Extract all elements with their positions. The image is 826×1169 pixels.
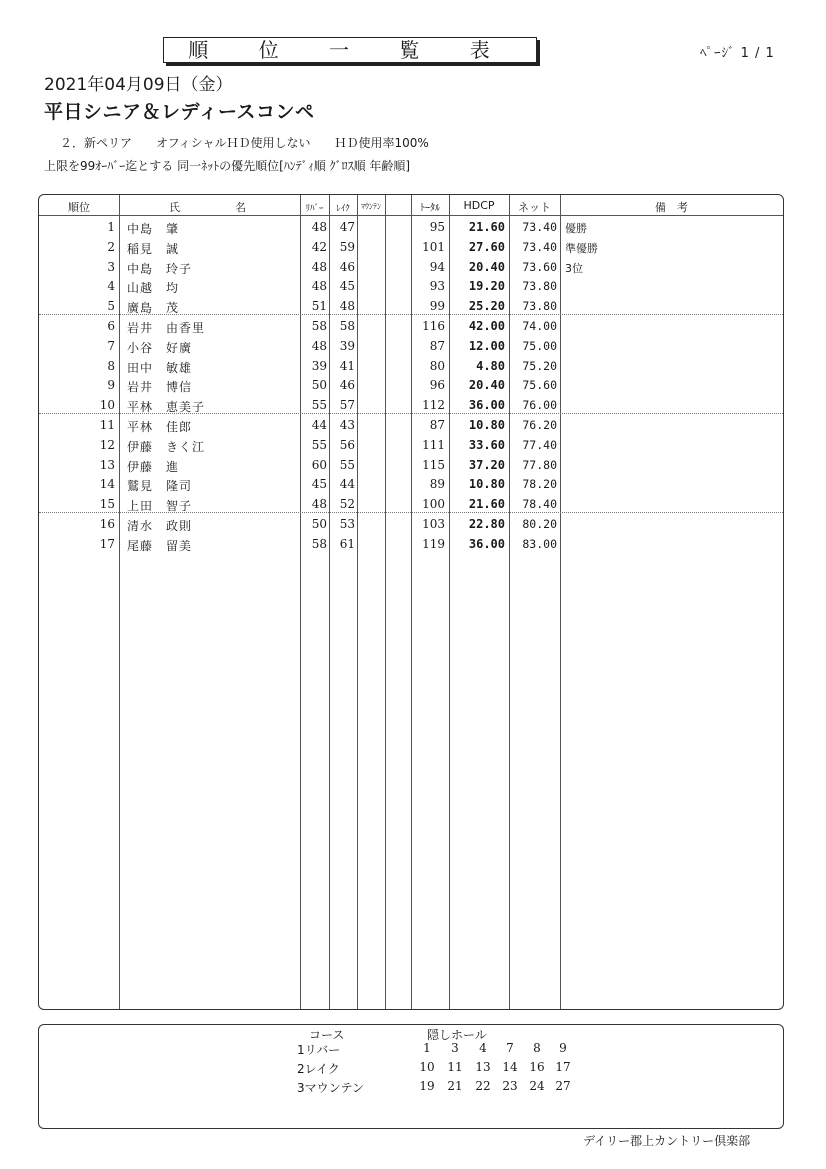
cell-total: 101: [422, 239, 445, 254]
cell-total: 100: [422, 497, 445, 512]
cell-rank: 1: [107, 220, 115, 234]
hidden-hole-number: 17: [555, 1060, 571, 1074]
table-row: [39, 296, 783, 316]
cell-river: 45: [311, 477, 327, 492]
cell-name: 山越 均: [127, 281, 180, 296]
cell-rank: 6: [107, 319, 115, 333]
cell-net: 80.20: [522, 517, 557, 531]
cell-net: 74.00: [522, 319, 557, 333]
table-row: [39, 415, 783, 435]
cell-hdcp: 25.20: [468, 299, 505, 314]
table-row: [39, 257, 783, 277]
cell-name: 田中 敏雄: [127, 360, 193, 375]
cell-rank: 9: [107, 378, 115, 393]
cell-name: 平林 恵美子: [127, 400, 206, 415]
table-row: [39, 474, 783, 494]
cell-rank: 2: [107, 239, 115, 254]
cell-hdcp: 27.60: [468, 239, 505, 254]
hidden-hole-number: 3: [451, 1041, 459, 1055]
hidden-hole-number: 11: [447, 1060, 463, 1074]
cell-name: 尾藤 留美: [127, 538, 193, 553]
cell-hdcp: 21.60: [468, 497, 505, 512]
cell-lake: 41: [339, 358, 355, 373]
hidden-hole-number: 22: [475, 1079, 491, 1093]
cell-name: 小谷 好廣: [127, 340, 193, 355]
col-remarks: 備 考: [655, 201, 688, 214]
cell-net: 73.60: [522, 259, 557, 274]
cell-rank: 12: [99, 437, 115, 452]
cell-river: 42: [311, 239, 327, 254]
table-row: [39, 534, 783, 554]
cell-lake: 53: [339, 517, 355, 531]
cell-lake: 48: [339, 299, 355, 314]
cell-remark: 準優勝: [565, 241, 598, 255]
table-row: [39, 395, 783, 415]
cell-total: 94: [429, 259, 445, 274]
cell-lake: 61: [339, 536, 355, 551]
cell-hdcp: 20.40: [468, 378, 505, 393]
cell-total: 93: [429, 279, 445, 294]
cell-lake: 46: [339, 259, 355, 274]
hidden-hole-number: 13: [475, 1060, 491, 1074]
cell-river: 50: [311, 517, 327, 531]
page-title: 順 位 一 覧 表: [163, 37, 537, 63]
cell-remark: 3位: [565, 261, 583, 275]
table-row: [39, 435, 783, 455]
cell-lake: 44: [339, 477, 355, 492]
course-name: 1リバー: [297, 1043, 341, 1057]
cell-rank: 3: [107, 259, 115, 274]
cell-rank: 13: [99, 457, 115, 472]
cell-total: 96: [429, 378, 445, 393]
cell-net: 77.40: [522, 437, 557, 452]
cell-total: 112: [422, 398, 445, 413]
cell-rank: 17: [99, 536, 115, 551]
cell-hdcp: 19.20: [468, 279, 505, 294]
cell-name: 中島 玲子: [127, 261, 193, 276]
course-name: 2レイク: [297, 1062, 340, 1076]
cell-hdcp: 33.60: [468, 437, 505, 452]
cell-hdcp: 36.00: [468, 398, 505, 413]
cell-river: 60: [311, 457, 327, 472]
cell-name: 平林 佳郎: [127, 420, 193, 434]
table-row: [39, 237, 783, 257]
hidden-hole-number: 27: [555, 1079, 571, 1093]
cell-lake: 46: [339, 378, 355, 393]
hidden-hole-number: 1: [423, 1041, 431, 1055]
cell-lake: 55: [339, 457, 355, 472]
cell-hdcp: 37.20: [468, 457, 505, 472]
col-rank: 順位: [68, 201, 90, 214]
cell-lake: 52: [339, 497, 355, 512]
cell-hdcp: 10.80: [468, 418, 505, 432]
cell-hdcp: 42.00: [468, 319, 505, 333]
results-table: [38, 194, 784, 1010]
cell-net: 75.60: [522, 378, 557, 393]
col-net: ネット: [518, 201, 551, 214]
cell-total: 116: [422, 319, 445, 333]
cell-rank: 11: [99, 418, 115, 432]
hidden-holes-box: [38, 1024, 784, 1129]
cell-name: 清水 政則: [127, 519, 193, 533]
table-row: [39, 217, 783, 237]
cell-remark: 優勝: [565, 222, 587, 235]
cell-net: 73.40: [522, 239, 557, 254]
cell-rank: 5: [107, 299, 115, 314]
cell-net: 78.40: [522, 497, 557, 512]
cell-hdcp: 20.40: [468, 259, 505, 274]
cell-hdcp: 36.00: [468, 536, 505, 551]
cell-river: 55: [311, 398, 327, 413]
table-row: [39, 276, 783, 296]
hidden-hole-number: 23: [502, 1079, 518, 1093]
cell-net: 83.00: [522, 536, 557, 551]
cell-net: 76.00: [522, 398, 557, 413]
cell-hdcp: 12.00: [468, 338, 505, 353]
cell-net: 78.20: [522, 477, 557, 492]
hidden-hole-number: 19: [419, 1079, 435, 1093]
table-row: [39, 336, 783, 356]
col-hdcp: HDCP: [463, 199, 495, 212]
cell-total: 115: [422, 457, 445, 472]
col-lake: ﾚｲｸ: [336, 204, 350, 214]
cell-river: 58: [311, 319, 327, 333]
cell-lake: 57: [339, 398, 355, 413]
cell-rank: 4: [107, 279, 115, 294]
cell-rank: 15: [99, 497, 115, 512]
course-name: 3マウンテン: [297, 1081, 365, 1095]
club-name: デイリー郡上カントリー倶楽部: [583, 1134, 751, 1148]
cell-river: 48: [311, 338, 327, 353]
hidden-holes-header: 隠しホール: [427, 1028, 487, 1042]
hidden-hole-number: 10: [419, 1060, 435, 1074]
cell-river: 48: [311, 497, 327, 512]
cell-rank: 8: [107, 358, 115, 373]
hidden-hole-number: 16: [529, 1060, 545, 1074]
course-header: コース: [309, 1028, 345, 1042]
cell-river: 51: [311, 299, 327, 314]
cell-river: 48: [311, 259, 327, 274]
rule-line: ２．新ペリア オフィシャルＨＤ使用しない ＨＤ使用率100%: [60, 136, 429, 150]
cell-name: 岩井 博信: [127, 380, 193, 395]
cell-name: 廣島 茂: [127, 301, 180, 316]
hidden-hole-number: 21: [447, 1079, 463, 1093]
cell-name: 中島 肇: [127, 222, 180, 236]
table-row: [39, 455, 783, 475]
cell-name: 伊藤 きく江: [127, 439, 206, 454]
cell-name: 上田 智子: [127, 499, 193, 514]
cell-total: 119: [422, 536, 445, 551]
cell-total: 95: [429, 220, 445, 234]
col-name-left: 氏: [169, 201, 180, 214]
cell-net: 77.80: [522, 457, 557, 472]
hidden-hole-number: 14: [502, 1060, 518, 1074]
table-row: [39, 375, 783, 395]
col-mountain: ﾏｳﾝﾃﾝ: [361, 202, 381, 211]
cell-lake: 45: [339, 279, 355, 294]
cell-name: 鷲見 隆司: [127, 479, 193, 494]
hidden-hole-number: 7: [506, 1041, 514, 1055]
hidden-hole-number: 8: [533, 1041, 541, 1055]
cell-river: 48: [311, 220, 327, 234]
cell-river: 44: [311, 418, 327, 432]
cell-lake: 56: [339, 437, 355, 452]
cell-lake: 39: [339, 338, 355, 353]
cell-total: 111: [422, 437, 445, 452]
cell-river: 55: [311, 437, 327, 452]
cell-lake: 47: [339, 220, 355, 234]
cell-lake: 59: [339, 239, 355, 254]
hidden-hole-number: 4: [479, 1041, 487, 1055]
cell-net: 75.20: [522, 358, 557, 373]
cell-rank: 14: [99, 477, 115, 492]
cell-total: 103: [422, 517, 445, 531]
cell-river: 39: [311, 358, 327, 373]
col-total: ﾄｰﾀﾙ: [420, 203, 440, 214]
page-number: ﾍﾟｰｼﾞ 1 / 1: [700, 46, 775, 61]
cell-net: 73.80: [522, 279, 557, 294]
col-name-right: 名: [235, 201, 246, 214]
cell-total: 87: [429, 418, 445, 432]
cell-hdcp: 4.80: [476, 358, 505, 373]
cell-river: 48: [311, 279, 327, 294]
tiebreak-line: 上限を99ｵｰﾊﾞｰ迄とする 同一ﾈｯﾄの優先順位[ﾊﾝﾃﾞｨ順 ｸﾞﾛｽ順 年齢順]: [44, 159, 411, 173]
cell-net: 73.40: [522, 220, 557, 234]
col-river: ﾘﾊﾞｰ: [305, 204, 324, 214]
table-row: [39, 494, 783, 514]
cell-name: 稲見 誠: [127, 241, 180, 256]
cell-net: 73.80: [522, 299, 557, 314]
cell-rank: 10: [99, 398, 115, 413]
cell-total: 80: [429, 358, 445, 373]
cell-net: 75.00: [522, 338, 557, 353]
cell-rank: 16: [99, 517, 115, 531]
table-row: [39, 356, 783, 376]
hidden-hole-number: 9: [559, 1041, 567, 1055]
cell-total: 87: [429, 338, 445, 353]
table-row: [39, 316, 783, 336]
cell-name: 伊藤 進: [127, 459, 180, 474]
cell-total: 89: [429, 477, 445, 492]
cell-river: 58: [311, 536, 327, 551]
cell-name: 岩井 由香里: [127, 321, 206, 335]
cell-rank: 7: [107, 338, 115, 353]
cell-net: 76.20: [522, 418, 557, 432]
hidden-hole-number: 24: [529, 1079, 545, 1093]
cell-hdcp: 10.80: [468, 477, 505, 492]
cell-total: 99: [429, 299, 445, 314]
cell-river: 50: [311, 378, 327, 393]
competition-name: 平日シニア＆レディースコンペ: [44, 101, 315, 123]
cell-hdcp: 22.80: [468, 517, 505, 531]
event-date: 2021年04月09日（金）: [44, 75, 233, 95]
cell-lake: 43: [339, 418, 355, 432]
cell-lake: 58: [339, 319, 355, 333]
table-row: [39, 514, 783, 534]
cell-hdcp: 21.60: [468, 220, 505, 234]
